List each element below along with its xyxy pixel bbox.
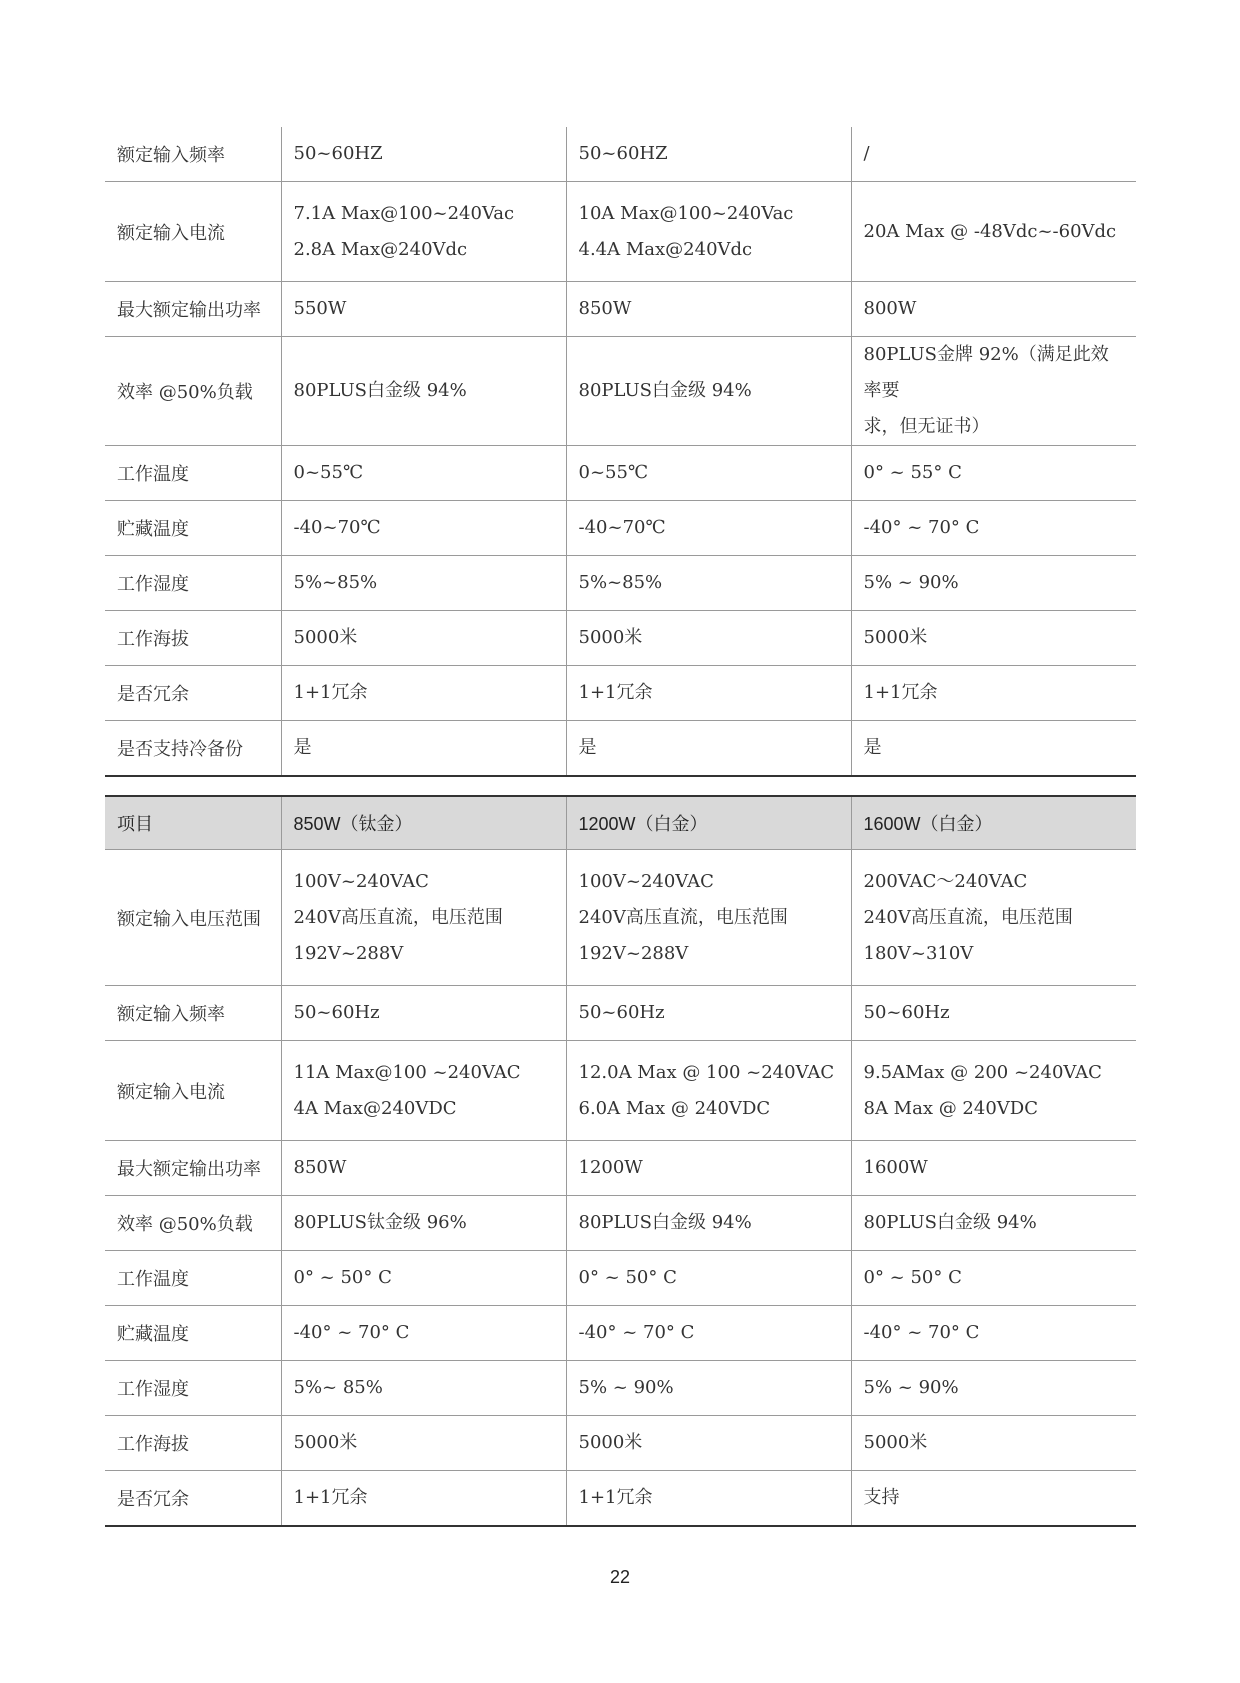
table-row bbox=[105, 501, 1136, 556]
table-row bbox=[105, 986, 1136, 1041]
row-label: 是否冗余 bbox=[105, 666, 281, 721]
table-cell: 1+1冗余 bbox=[566, 666, 851, 721]
table-cell: 0~55℃ bbox=[281, 446, 566, 501]
table-cell: 80PLUS白金级 94% bbox=[566, 337, 851, 446]
table-cell: 50~60HZ bbox=[281, 127, 566, 182]
row-label: 效率 @50%负载 bbox=[105, 337, 281, 446]
row-label: 工作温度 bbox=[105, 1251, 281, 1306]
column-header: 项目 bbox=[105, 796, 281, 850]
table-row bbox=[105, 1196, 1136, 1251]
table-cell: 0° ~ 50° C bbox=[851, 1251, 1136, 1306]
table-cell: 100V~240VAC 240V高压直流，电压范围 192V~288V bbox=[566, 850, 851, 986]
table-cell: 是 bbox=[566, 721, 851, 777]
row-label: 工作温度 bbox=[105, 446, 281, 501]
table-cell: 5% ~ 90% bbox=[851, 556, 1136, 611]
table-cell: 80PLUS白金级 94% bbox=[566, 1196, 851, 1251]
table-cell: 12.0A Max @ 100 ~240VAC 6.0A Max @ 240VDC bbox=[566, 1041, 851, 1141]
table-cell: 5000米 bbox=[281, 611, 566, 666]
table-cell: 1+1冗余 bbox=[566, 1471, 851, 1527]
table-cell: 50~60Hz bbox=[851, 986, 1136, 1041]
table-row bbox=[105, 127, 1136, 182]
table-cell: 50~60Hz bbox=[566, 986, 851, 1041]
table-row bbox=[105, 446, 1136, 501]
table-cell: 200VAC～240VAC 240V高压直流，电压范围 180V~310V bbox=[851, 850, 1136, 986]
table-cell: 5000米 bbox=[281, 1416, 566, 1471]
table-cell: 800W bbox=[851, 282, 1136, 337]
table-cell: 7.1A Max@100~240Vac 2.8A Max@240Vdc bbox=[281, 182, 566, 282]
table-cell: / bbox=[851, 127, 1136, 182]
column-header: 850W（钛金） bbox=[281, 796, 566, 850]
row-label: 最大额定输出功率 bbox=[105, 1141, 281, 1196]
table-cell: 5000米 bbox=[851, 1416, 1136, 1471]
table-cell: 1+1冗余 bbox=[281, 1471, 566, 1527]
table-row bbox=[105, 666, 1136, 721]
table-cell: 0~55℃ bbox=[566, 446, 851, 501]
table-cell: 100V~240VAC 240V高压直流，电压范围 192V~288V bbox=[281, 850, 566, 986]
table-cell: 50~60Hz bbox=[281, 986, 566, 1041]
table-row bbox=[105, 1306, 1136, 1361]
row-label: 额定输入电压范围 bbox=[117, 908, 261, 930]
table-cell: 5%~ 85% bbox=[281, 1361, 566, 1416]
table-row bbox=[105, 1041, 1136, 1141]
table-cell: 80PLUS白金级 94% bbox=[851, 1196, 1136, 1251]
table-row bbox=[105, 182, 1136, 282]
table-cell: -40~70℃ bbox=[566, 501, 851, 556]
table-row bbox=[105, 1471, 1136, 1527]
row-label: 工作海拔 bbox=[105, 611, 281, 666]
table-cell: 0° ~ 55° C bbox=[851, 446, 1136, 501]
table-cell: -40° ~ 70° C bbox=[851, 501, 1136, 556]
table-header-row bbox=[105, 796, 1136, 850]
table-cell: 支持 bbox=[851, 1471, 1136, 1527]
table-cell: 0° ~ 50° C bbox=[566, 1251, 851, 1306]
table-row bbox=[105, 282, 1136, 337]
row-label: 最大额定输出功率 bbox=[105, 282, 281, 337]
table-cell: 11A Max@100 ~240VAC 4A Max@240VDC bbox=[281, 1041, 566, 1141]
spec-table-continued bbox=[105, 127, 1136, 777]
table-cell: 5% ~ 90% bbox=[566, 1361, 851, 1416]
table-cell: 1200W bbox=[566, 1141, 851, 1196]
table-cell: 1+1冗余 bbox=[281, 666, 566, 721]
table-cell: 5% ~ 90% bbox=[851, 1361, 1136, 1416]
table-row bbox=[105, 556, 1136, 611]
table-cell: 5%~85% bbox=[281, 556, 566, 611]
psu-spec-table bbox=[105, 795, 1136, 1527]
table-cell: 9.5AMax @ 200 ~240VAC 8A Max @ 240VDC bbox=[851, 1041, 1136, 1141]
table-cell: 10A Max@100~240Vac 4.4A Max@240Vdc bbox=[566, 182, 851, 282]
column-header: 1600W（白金） bbox=[851, 796, 1136, 850]
table-cell: 20A Max @ -48Vdc~-60Vdc bbox=[851, 182, 1136, 282]
table-cell: 5000米 bbox=[566, 611, 851, 666]
table-cell: 5%~85% bbox=[566, 556, 851, 611]
table-row bbox=[105, 1251, 1136, 1306]
row-label: 额定输入频率 bbox=[105, 986, 281, 1041]
table-cell: 1+1冗余 bbox=[851, 666, 1136, 721]
row-label: 效率 @50%负载 bbox=[105, 1196, 281, 1251]
table-cell: 80PLUS金牌 92%（满足此效率要 求，但无证书） bbox=[851, 337, 1136, 446]
table-cell: -40° ~ 70° C bbox=[566, 1306, 851, 1361]
row-label: 工作湿度 bbox=[105, 556, 281, 611]
row-label: 是否支持冷备份 bbox=[105, 721, 281, 777]
row-label: 额定输入电流 bbox=[105, 182, 281, 282]
table-row bbox=[105, 1416, 1136, 1471]
table-row bbox=[105, 850, 1136, 986]
table-row bbox=[105, 1141, 1136, 1196]
table-cell: 是 bbox=[851, 721, 1136, 777]
row-label: 工作海拔 bbox=[105, 1416, 281, 1471]
table-cell: 80PLUS钛金级 96% bbox=[281, 1196, 566, 1251]
table-cell: 80PLUS白金级 94% bbox=[281, 337, 566, 446]
column-header: 1200W（白金） bbox=[566, 796, 851, 850]
table-cell: -40° ~ 70° C bbox=[851, 1306, 1136, 1361]
row-label: 额定输入电流 bbox=[105, 1041, 281, 1141]
row-label: 贮藏温度 bbox=[105, 501, 281, 556]
page-number: 22 bbox=[609, 1567, 631, 1587]
table-cell: 5000米 bbox=[851, 611, 1136, 666]
row-label: 是否冗余 bbox=[105, 1471, 281, 1527]
table-row bbox=[105, 611, 1136, 666]
table-cell: 0° ~ 50° C bbox=[281, 1251, 566, 1306]
table-cell: 5000米 bbox=[566, 1416, 851, 1471]
table-cell: -40° ~ 70° C bbox=[281, 1306, 566, 1361]
table-cell: -40~70℃ bbox=[281, 501, 566, 556]
table-row bbox=[105, 1361, 1136, 1416]
row-label: 工作湿度 bbox=[105, 1361, 281, 1416]
table-row bbox=[105, 721, 1136, 777]
row-label: 贮藏温度 bbox=[105, 1306, 281, 1361]
row-label: 额定输入频率 bbox=[117, 145, 225, 166]
table-cell: 850W bbox=[281, 1141, 566, 1196]
table-row bbox=[105, 337, 1136, 446]
table-cell: 50~60HZ bbox=[566, 127, 851, 182]
table-cell: 是 bbox=[281, 721, 566, 777]
table-cell: 550W bbox=[281, 282, 566, 337]
table-cell: 1600W bbox=[851, 1141, 1136, 1196]
table-cell: 850W bbox=[566, 282, 851, 337]
